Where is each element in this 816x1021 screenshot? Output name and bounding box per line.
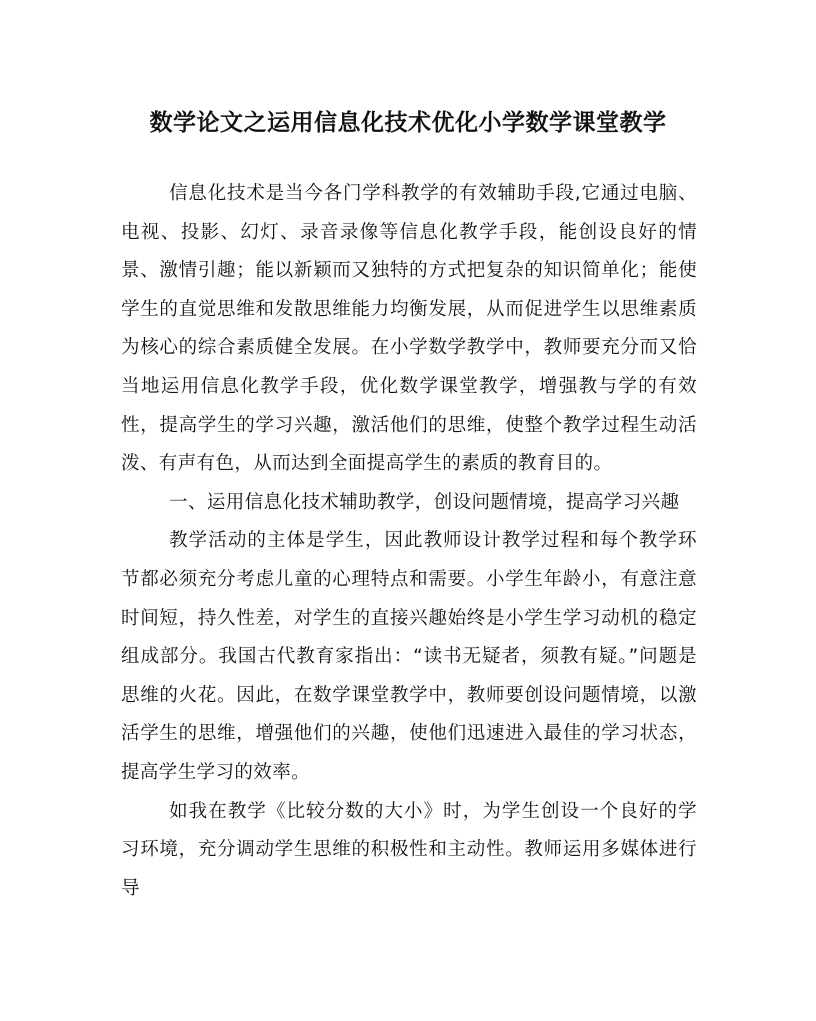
paragraph-example: 如我在教学《比较分数的大小》时，为学生创设一个良好的学习环境，充分调动学生思维的积极性和主动性。教师运用多媒体进行导 [121,800,697,899]
document-title: 数学论文之运用信息化技术优化小学数学课堂教学 [149,109,667,136]
paragraph-intro: 信息化技术是当今各门学科教学的有效辅助手段,它通过电脑、电视、投影、幻灯、录音录像等信息化教学手段，能创设良好的情景、激情引趣；能以新颖而又独特的方式把复杂的知识简单化；能使学生的直觉思维和发散思维能力均衡发展，从而促进学生以思维素质为核心的综合素质健全发展。在小学数学教学中，教师要充分而又恰当地运用信息化教学手段，优化数学课堂教学，增强教与学的有效性，提高学生的学习兴趣，激活他们的思维，使整个教学过程生动活泼、有声有色，从而达到全面提高学生的素质的教育目的。 [121,183,697,475]
paragraph-section-1: 教学活动的主体是学生，因此教师设计教学过程和每个教学环节都必须充分考虑儿童的心理特点和需要。小学生年龄小，有意注意时间短，持久性差，对学生的直接兴趣始终是小学生学习动机的稳定组成部分。我国古代教育家指出：“读书无疑者，须教有疑。”问题是思维的火花。因此，在数学课堂教学中，教师要创设问题情境，以激活学生的思维，增强他们的兴趣，使他们迅速进入最佳的学习状态，提高学生学习的效率。 [121,530,697,783]
section-heading-1: 一、运用信息化技术辅助教学，创设问题情境，提高学习兴趣 [169,491,680,513]
document-body [121,175,697,908]
